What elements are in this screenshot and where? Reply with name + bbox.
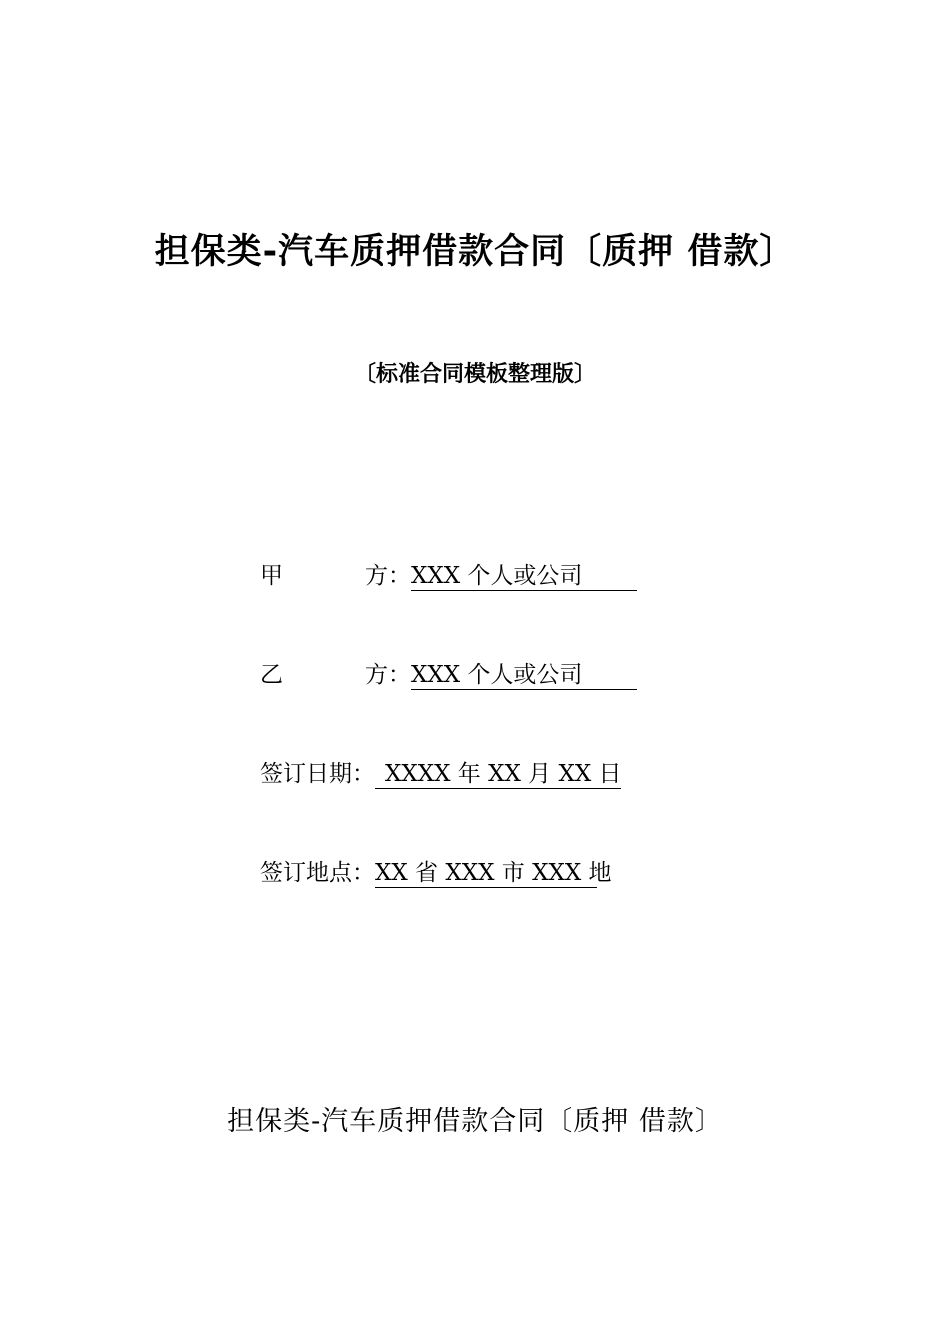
- party-a-field: [260, 558, 637, 594]
- signing-place-label: 签订地点: [260, 860, 352, 886]
- document-title: 担保类-汽车质押借款合同〔质押 借款〕: [154, 232, 796, 272]
- footer-title: 担保类-汽车质押借款合同〔质押 借款〕: [227, 1106, 723, 1137]
- party-a-value: XXX 个人或公司: [411, 563, 637, 591]
- party-b-value: XXX 个人或公司: [411, 662, 637, 690]
- signing-date-field: [260, 756, 621, 792]
- party-b-field: [260, 657, 637, 693]
- party-b-label: 乙方: [260, 662, 388, 688]
- party-a-label: 甲方: [260, 563, 388, 589]
- signing-date-label: 签订日期: [260, 761, 352, 787]
- signing-place-field: [260, 855, 612, 891]
- party-b-colon: ：: [388, 662, 411, 688]
- party-a-colon: ：: [388, 563, 411, 589]
- signing-date-colon: ：: [352, 761, 375, 787]
- document-subtitle: 〔标准合同模板整理版〕: [353, 362, 596, 387]
- signing-place-colon: ：: [352, 860, 375, 886]
- signing-place-value: XX 省 XXX 市 XXX 地: [375, 860, 612, 886]
- signing-date-value: XXXX 年 XX 月 XX 日: [375, 761, 621, 789]
